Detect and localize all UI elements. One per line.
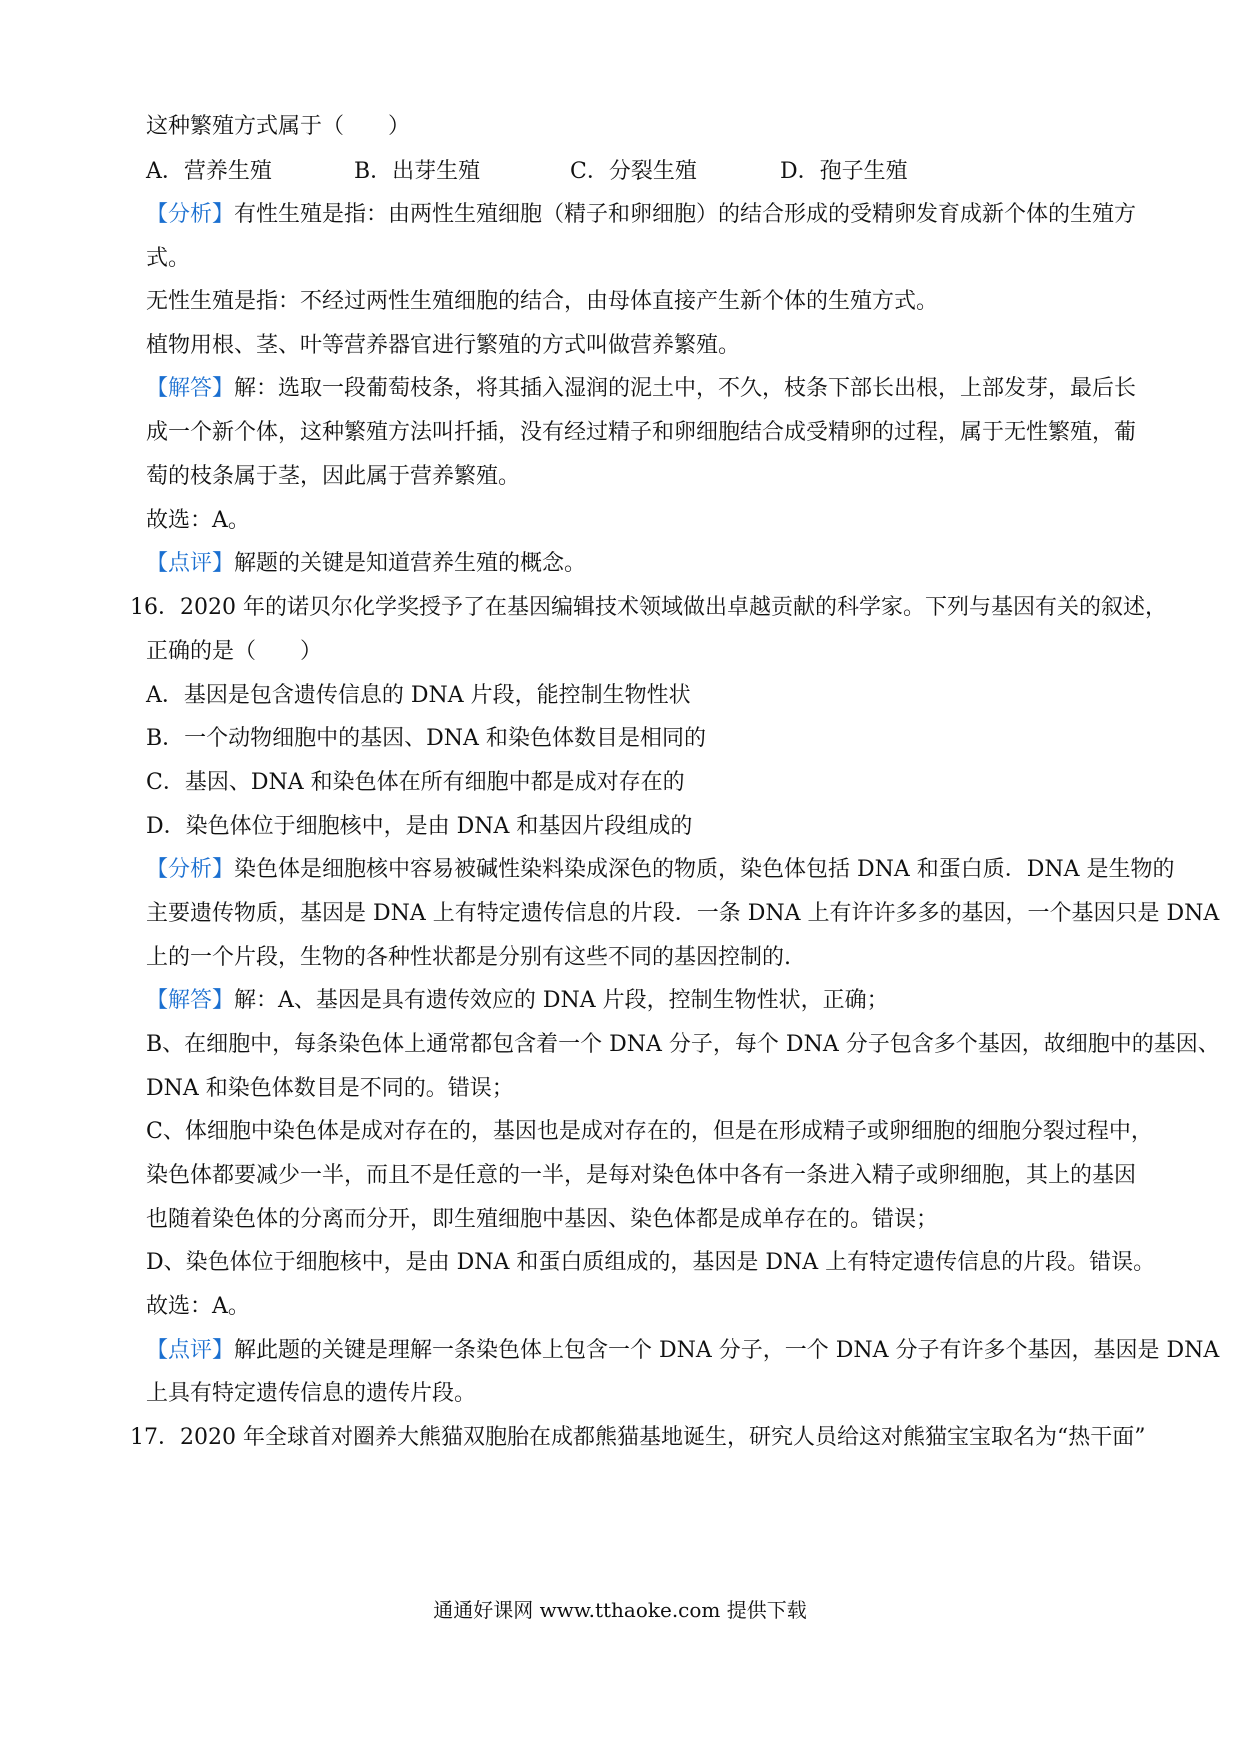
q15-analysis-line-1 bbox=[146, 200, 1136, 230]
q15-analysis-line-2: 式。 bbox=[146, 246, 191, 271]
analysis-text: 染色体是细胞核中容易被碱性染料染成深色的物质，染色体包括 DNA 和蛋白质．DNA 是生物的 bbox=[234, 857, 1175, 882]
page-footer: 通通好课网 www.tthaoke.com 提供下载 bbox=[433, 1598, 807, 1622]
analysis-tag: 【分析】 bbox=[146, 857, 235, 882]
q16-option-c: C．基因、DNA 和染色体在所有细胞中都是成对存在的 bbox=[146, 770, 685, 795]
q16-answer-line-c2: 染色体都要减少一半，而且不是任意的一半，是每对染色体中各有一条进入精子或卵细胞，其上的基因 bbox=[146, 1163, 1137, 1188]
q15-answer-line-3: 萄的枝条属于茎，因此属于营养繁殖。 bbox=[146, 464, 521, 489]
q16-option-a: A．基因是包含遗传信息的 DNA 片段，能控制生物性状 bbox=[146, 683, 691, 708]
comment-text: 解此题的关键是理解一条染色体上包含一个 DNA 分子，一个 DNA 分子有许多个基因，基因是 DNA bbox=[234, 1338, 1220, 1363]
q15-choice: 故选：A。 bbox=[146, 508, 250, 533]
answer-text: 解：A、基因是具有遗传效应的 DNA 片段，控制生物性状，正确； bbox=[234, 988, 889, 1013]
q15-answer-line-1 bbox=[146, 374, 1136, 404]
q16-stem-line-2: 正确的是（ ） bbox=[146, 639, 323, 664]
q16-choice: 故选：A。 bbox=[146, 1294, 250, 1319]
analysis-tag: 【分析】 bbox=[146, 202, 235, 227]
q15-comment bbox=[146, 549, 586, 579]
q16-answer-line-c3: 也随着染色体的分离而分开，即生殖细胞中基因、染色体都是成单存在的。错误； bbox=[146, 1207, 939, 1232]
q16-option-d: D．染色体位于细胞核中，是由 DNA 和基因片段组成的 bbox=[146, 814, 693, 839]
q16-comment-line-2: 上具有特定遗传信息的遗传片段。 bbox=[146, 1381, 477, 1406]
q16-answer-line-c1: C、体细胞中染色体是成对存在的，基因也是成对存在的，但是在形成精子或卵细胞的细胞分裂过程中， bbox=[146, 1119, 1153, 1144]
q15-answer-line-2: 成一个新个体，这种繁殖方法叫扦插，没有经过精子和卵细胞结合成受精卵的过程，属于无性繁殖，葡 bbox=[146, 420, 1137, 445]
q17-stem-line-1: 17．2020 年全球首对圈养大熊猫双胞胎在成都熊猫基地诞生，研究人员给这对熊猫宝宝取名为“热干面” bbox=[130, 1425, 1146, 1450]
q16-comment-line-1 bbox=[146, 1336, 1219, 1366]
q16-analysis-line-2: 主要遗传物质，基因是 DNA 上有特定遗传信息的片段．一条 DNA 上有许许多多的基因，一个基因只是 DNA bbox=[146, 901, 1220, 926]
comment-tag: 【点评】 bbox=[146, 551, 235, 576]
q16-analysis-line-3: 上的一个片段，生物的各种性状都是分别有这些不同的基因控制的. bbox=[146, 945, 791, 970]
q16-analysis-line-1 bbox=[146, 855, 1175, 885]
q15-analysis-line-4: 植物用根、茎、叶等营养器官进行繁殖的方式叫做营养繁殖。 bbox=[146, 333, 741, 358]
q15-stem: 这种繁殖方式属于（ ） bbox=[146, 114, 411, 139]
q15-option-a: A．营养生殖 bbox=[146, 159, 272, 184]
answer-tag: 【解答】 bbox=[146, 376, 235, 401]
q16-option-b: B．一个动物细胞中的基因、DNA 和染色体数目是相同的 bbox=[146, 726, 706, 751]
q16-answer-line-a bbox=[146, 986, 889, 1016]
q15-option-d: D．孢子生殖 bbox=[780, 159, 908, 184]
q15-option-b: B．出芽生殖 bbox=[354, 159, 481, 184]
q16-stem-line-1: 16．2020 年的诺贝尔化学奖授予了在基因编辑技术领域做出卓越贡献的科学家。下列与基因有关的叙述， bbox=[130, 595, 1167, 620]
q15-option-c: C．分裂生殖 bbox=[570, 159, 697, 184]
analysis-text: 有性生殖是指：由两性生殖细胞（精子和卵细胞）的结合形成的受精卵发育成新个体的生殖方 bbox=[234, 202, 1137, 227]
q16-answer-line-b1: B、在细胞中，每条染色体上通常都包含着一个 DNA 分子，每个 DNA 分子包含多个基因，故细胞中的基因、 bbox=[146, 1032, 1220, 1057]
q16-answer-line-d: D、染色体位于细胞核中，是由 DNA 和蛋白质组成的，基因是 DNA 上有特定遗传信息的片段。错误。 bbox=[146, 1250, 1156, 1275]
answer-text: 解：选取一段葡萄枝条，将其插入湿润的泥土中，不久，枝条下部长出根，上部发芽，最后长 bbox=[234, 376, 1137, 401]
q16-answer-line-b2: DNA 和染色体数目是不同的。错误； bbox=[146, 1076, 514, 1101]
comment-text: 解题的关键是知道营养生殖的概念。 bbox=[234, 551, 587, 576]
answer-tag: 【解答】 bbox=[146, 988, 235, 1013]
q15-analysis-line-3: 无性生殖是指：不经过两性生殖细胞的结合，由母体直接产生新个体的生殖方式。 bbox=[146, 289, 939, 314]
comment-tag: 【点评】 bbox=[146, 1338, 235, 1363]
